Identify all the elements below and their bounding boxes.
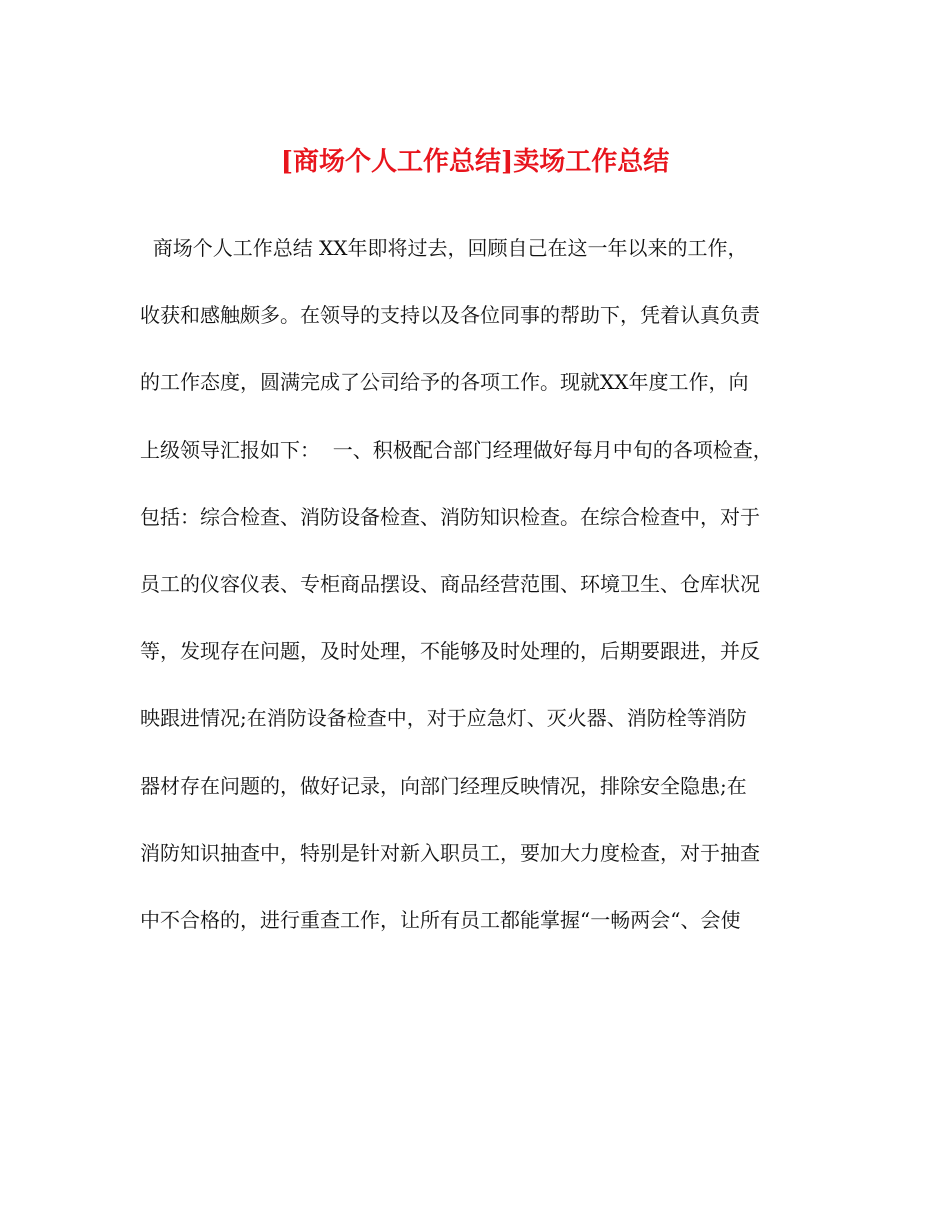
body-line: 中不合格的，进行重查工作，让所有员工都能掌握“一畅两会“、会使 [140, 907, 741, 932]
document-title: [商场个人工作总结]卖场工作总结 [280, 147, 670, 177]
body-line: 器材存在问题的，做好记录，向部门经理反映情况，排除安全隐患;在 [140, 773, 747, 798]
body-line: 员工的仪容仪表、专柜商品摆设、商品经营范围、环境卫生、仓库状况 [140, 571, 760, 596]
body-line: 商场个人工作总结 XX年即将过去，回顾自己在这一年以来的工作， [140, 236, 748, 260]
body-line: 映跟进情况;在消防设备检查中，对于应急灯、灭火器、消防栓等消防 [140, 706, 747, 731]
body-line: 等，发现存在问题，及时处理，不能够及时处理的，后期要跟进，并反 [140, 639, 760, 664]
body-line: 消防知识抽查中，特别是针对新入职员工，要加大力度检查，对于抽查 [140, 840, 760, 865]
body-line: 收获和感触颇多。在领导的支持以及各位同事的帮助下，凭着认真负责 [140, 303, 760, 328]
body-line: 包括：综合检查、消防设备检查、消防知识检查。在综合检查中，对于 [140, 504, 760, 529]
body-line: 上级领导汇报如下： 一、积极配合部门经理做好每月中旬的各项检查， [140, 437, 773, 462]
body-line: 的工作态度，圆满完成了公司给予的各项工作。现就XX年度工作，向 [140, 370, 749, 395]
document-body [140, 228, 820, 967]
